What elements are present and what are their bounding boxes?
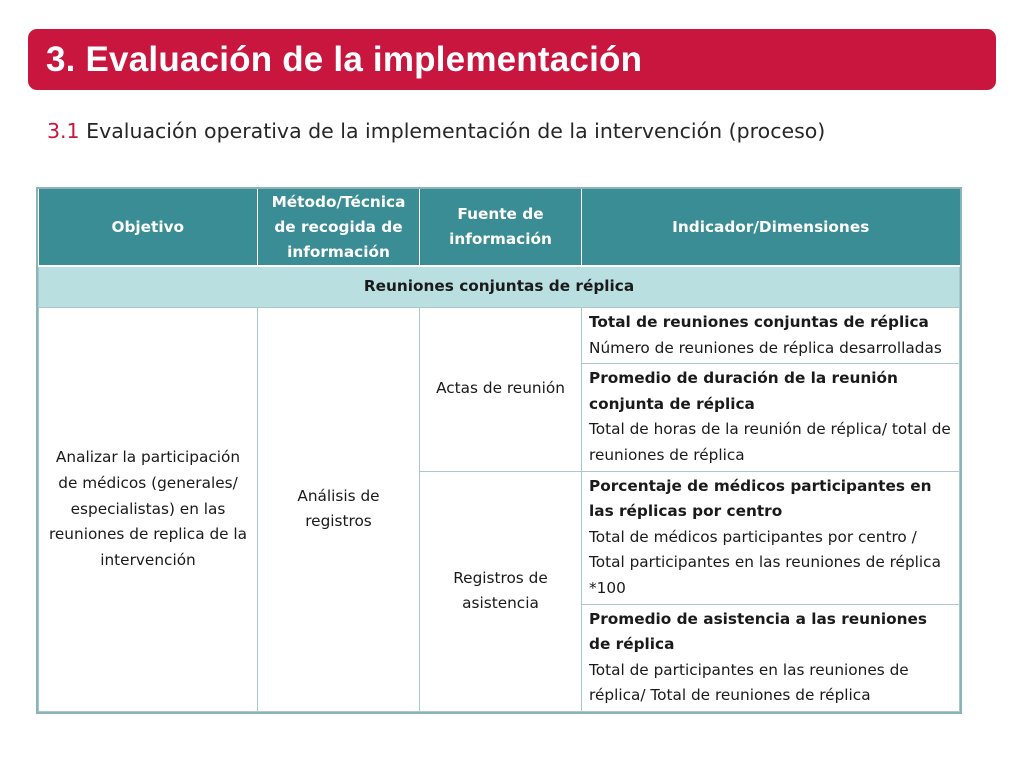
indicator-description: Total de horas de la reunión de réplica/ total de reuniones de réplica [589, 420, 951, 464]
indicator-title: Promedio de duración de la reunión conjunta de réplica [589, 369, 898, 413]
source-cell-registros: Registros de asistencia [420, 471, 582, 711]
title-bar [28, 29, 996, 90]
section-label: Reuniones conjuntas de réplica [39, 266, 960, 308]
indicator-title: Porcentaje de médicos participantes en las réplicas por centro [589, 476, 932, 521]
indicator-cell [582, 471, 960, 604]
table-header-row [39, 189, 960, 266]
column-header-fuente: Fuente de información [420, 189, 582, 266]
subtitle-text: Evaluación operativa de la implementación de la intervención (proceso) [79, 119, 826, 143]
indicator-title: Total de reuniones conjuntas de réplica [589, 313, 929, 331]
evaluation-table [36, 187, 962, 714]
method-cell: Análisis de registros [258, 308, 420, 712]
indicator-title: Promedio de asistencia a las reuniones de réplica [589, 609, 928, 654]
column-header-metodo: Método/Técnica de recogida de información [258, 189, 420, 266]
indicator-description: Número de reuniones de réplica desarrolladas [589, 338, 942, 357]
indicator-cell [582, 308, 960, 364]
page-title: 3. Evaluación de la implementación [46, 39, 643, 79]
indicator-cell [582, 364, 960, 471]
section-subtitle [47, 119, 825, 143]
indicator-description: Total de médicos participantes por centro / Total participantes en las reuniones de réplica *100 [589, 527, 941, 597]
subtitle-number: 3.1 [47, 119, 80, 143]
indicator-cell [582, 604, 960, 711]
table-row [39, 308, 960, 364]
column-header-objetivo: Objetivo [39, 189, 258, 266]
source-cell-actas: Actas de reunión [420, 308, 582, 472]
objective-cell: Analizar la participación de médicos (generales/ especialistas) en las reuniones de replica de la intervención [39, 308, 258, 712]
indicator-description: Total de participantes en las reuniones de réplica/ Total de reuniones de réplica [589, 660, 909, 705]
section-row [39, 266, 960, 308]
column-header-indicador: Indicador/Dimensiones [582, 189, 960, 266]
indicators-table [38, 189, 960, 712]
